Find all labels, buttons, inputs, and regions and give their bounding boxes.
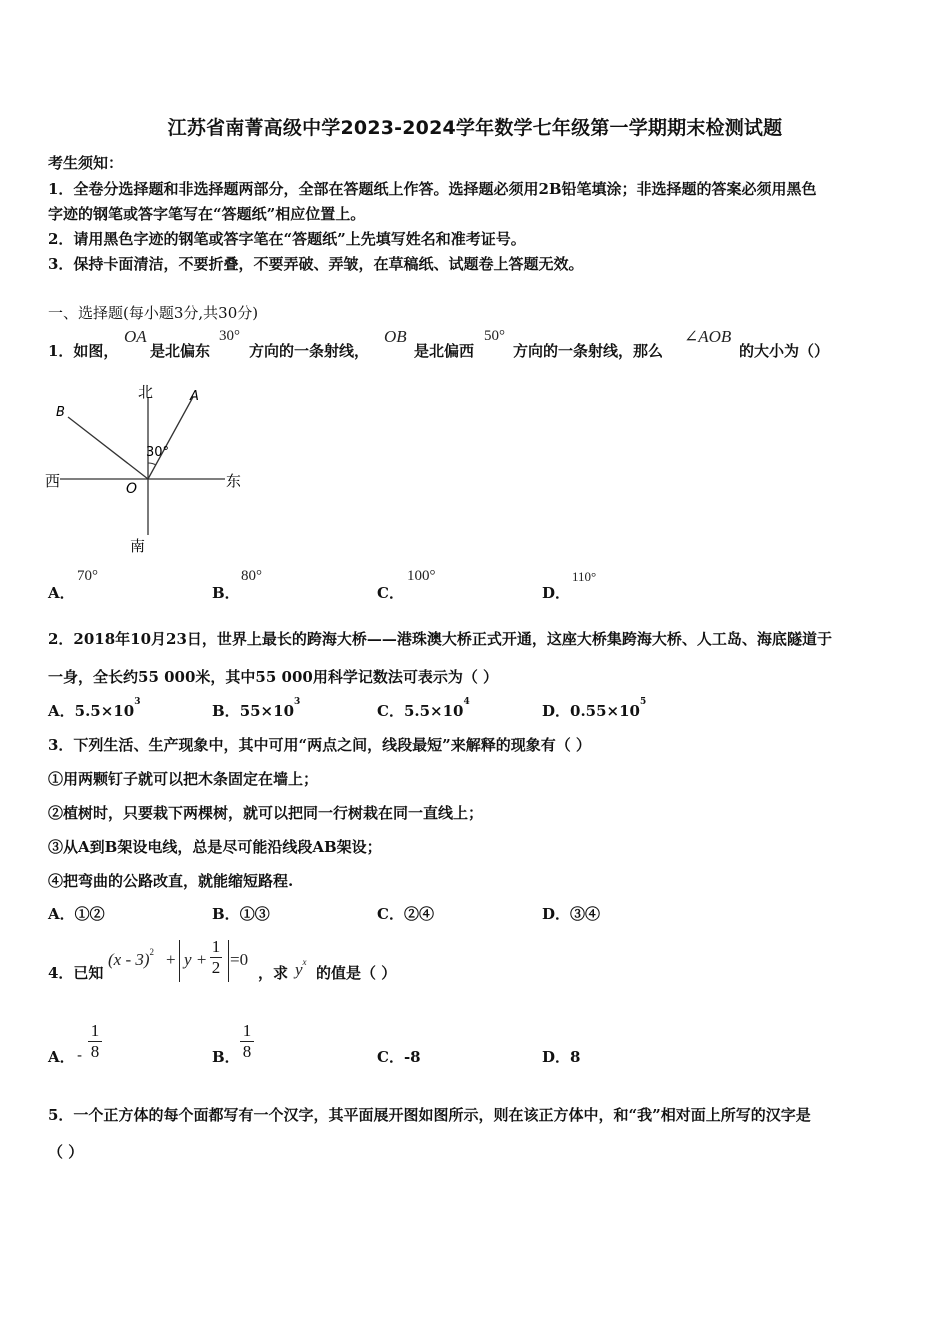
notice-line-1a: 1．全卷分选择题和非选择题两部分，全部在答题纸上作答。选择题必须用2B铅笔填涂；非选择题的答案必须用黑色 xyxy=(48,180,817,198)
q1-option-a-value: 70° xyxy=(77,568,98,584)
q3-option-b: B．①③ xyxy=(212,905,270,923)
q3-item-2: ②植树时，只要栽下两棵树，就可以把同一行树栽在同一直线上； xyxy=(48,804,484,822)
q1-option-c-value: 100° xyxy=(407,568,436,584)
q2-option-a: A．$5.5\times 10^3$ xyxy=(48,697,141,720)
q2-line-1: 2．2018年10月23日，世界上最长的跨海大桥——港珠澳大桥正式开通，这座大桥集跨海大桥、人工岛、海底隧道于 xyxy=(48,630,832,648)
q3-option-c: C．②④ xyxy=(377,905,434,923)
notice-line-3: 3．保持卡面清洁，不要折叠，不要弄破、弄皱，在草稿纸、试题卷上答题无效。 xyxy=(48,255,584,273)
q1-text-1: 是北偏东 xyxy=(150,342,211,360)
q1-text-4: 方向的一条射线，那么 xyxy=(513,342,664,360)
q2-option-c: C．$5.5\times 10^4$ xyxy=(377,697,470,720)
q2-option-d: D．$0.55\times 10^5$ xyxy=(542,697,647,720)
q1-aob: ∠AOB xyxy=(684,327,732,346)
q1-number: 1．如图， xyxy=(48,342,119,360)
point-o-label: O xyxy=(126,481,138,497)
q4-option-b-label: B． xyxy=(212,1048,240,1066)
q2-line-2: 一身，全长约55 000米，其中55 000用科学记数法可表示为（ ） xyxy=(48,668,499,686)
q4-option-c: C．-8 xyxy=(377,1048,421,1066)
west-label: 西 xyxy=(45,472,61,490)
q4-y-power: $y^x$ xyxy=(295,957,307,979)
q4-abs-y: y + xyxy=(184,950,208,969)
q1-option-b-value: 80° xyxy=(241,568,262,584)
angle-arc xyxy=(148,463,156,465)
q1-option-a-label: A． xyxy=(48,584,75,602)
q3-stem: 3．下列生活、生产现象中，其中可用“两点之间，线段最短”来解释的现象有（ ） xyxy=(48,736,591,754)
q3-item-4: ④把弯曲的公路改直，就能缩短路程. xyxy=(48,872,294,890)
q1-text-3: 是北偏西 xyxy=(414,342,475,360)
q3-item-1: ①用两颗钉子就可以把木条固定在墙上； xyxy=(48,770,319,788)
angle-label: 30° xyxy=(146,445,170,460)
q5-line-2: （ ） xyxy=(48,1143,84,1161)
east-label: 东 xyxy=(226,472,242,490)
q4-number: 4．已知 xyxy=(48,964,104,982)
q1-figure xyxy=(40,375,250,560)
q4-option-a-sign: - xyxy=(77,1046,83,1064)
q3-option-d: D．③④ xyxy=(542,905,601,923)
notice-line-2: 2．请用黑色字迹的钢笔或答字笔在“答题纸”上先填写姓名和准考证号。 xyxy=(48,230,526,248)
ray-oa xyxy=(148,397,193,479)
q1-option-b-label: B． xyxy=(212,584,240,602)
q4-text-2: 的值是（ ） xyxy=(316,964,397,982)
point-a-label: A xyxy=(190,389,199,404)
point-b-label: B xyxy=(56,405,65,420)
section-heading: 一、选择题(每小题3分,共30分) xyxy=(48,304,259,322)
q1-option-c-label: C． xyxy=(377,584,404,602)
q1-text-2: 方向的一条射线， xyxy=(249,342,370,360)
q4-option-a-fraction: 1 8 xyxy=(88,1022,102,1061)
q1-oa: OA xyxy=(124,327,147,346)
q2-option-b: B．$55\times 10^3$ xyxy=(212,697,301,720)
q3-item-3: ③从A到B架设电线，总是尽可能沿线段AB架设； xyxy=(48,838,382,856)
q4-plus: + xyxy=(166,950,176,969)
q4-option-a-label: A． xyxy=(48,1048,75,1066)
q1-angle-30: 30° xyxy=(219,328,240,344)
q4-fraction-half: 1 2 xyxy=(211,937,221,977)
page-title: 江苏省南菁高级中学2023-2024学年数学七年级第一学期期末检测试题 xyxy=(167,117,783,139)
ray-ob xyxy=(68,417,148,479)
q1-option-d-value: 110° xyxy=(572,569,597,584)
q4-option-d: D．8 xyxy=(542,1048,581,1066)
q4-equals-zero: =0 xyxy=(230,950,249,969)
notice-line-1b: 字迹的钢笔或答字笔写在“答题纸”相应位置上。 xyxy=(48,205,366,223)
q5-line-1: 5．一个正方体的每个面都写有一个汉字，其平面展开图如图所示，则在该正方体中，和“我”相对面上所写的汉字是 xyxy=(48,1106,811,1124)
q1-angle-50: 50° xyxy=(484,328,505,344)
q1-text-5: 的大小为（） xyxy=(739,342,830,360)
south-label: 南 xyxy=(130,537,146,555)
q1-option-d-label: D． xyxy=(542,584,571,602)
q4-text-1: ，求 xyxy=(258,964,289,982)
notice-heading: 考生须知： xyxy=(48,154,124,172)
q4-option-b-fraction: 1 8 xyxy=(240,1022,254,1061)
north-label: 北 xyxy=(138,383,154,401)
q4-expression-1: (x - 3)$^2$ xyxy=(108,947,155,969)
q3-option-a: A．①② xyxy=(48,905,105,923)
q1-ob: OB xyxy=(384,327,407,346)
